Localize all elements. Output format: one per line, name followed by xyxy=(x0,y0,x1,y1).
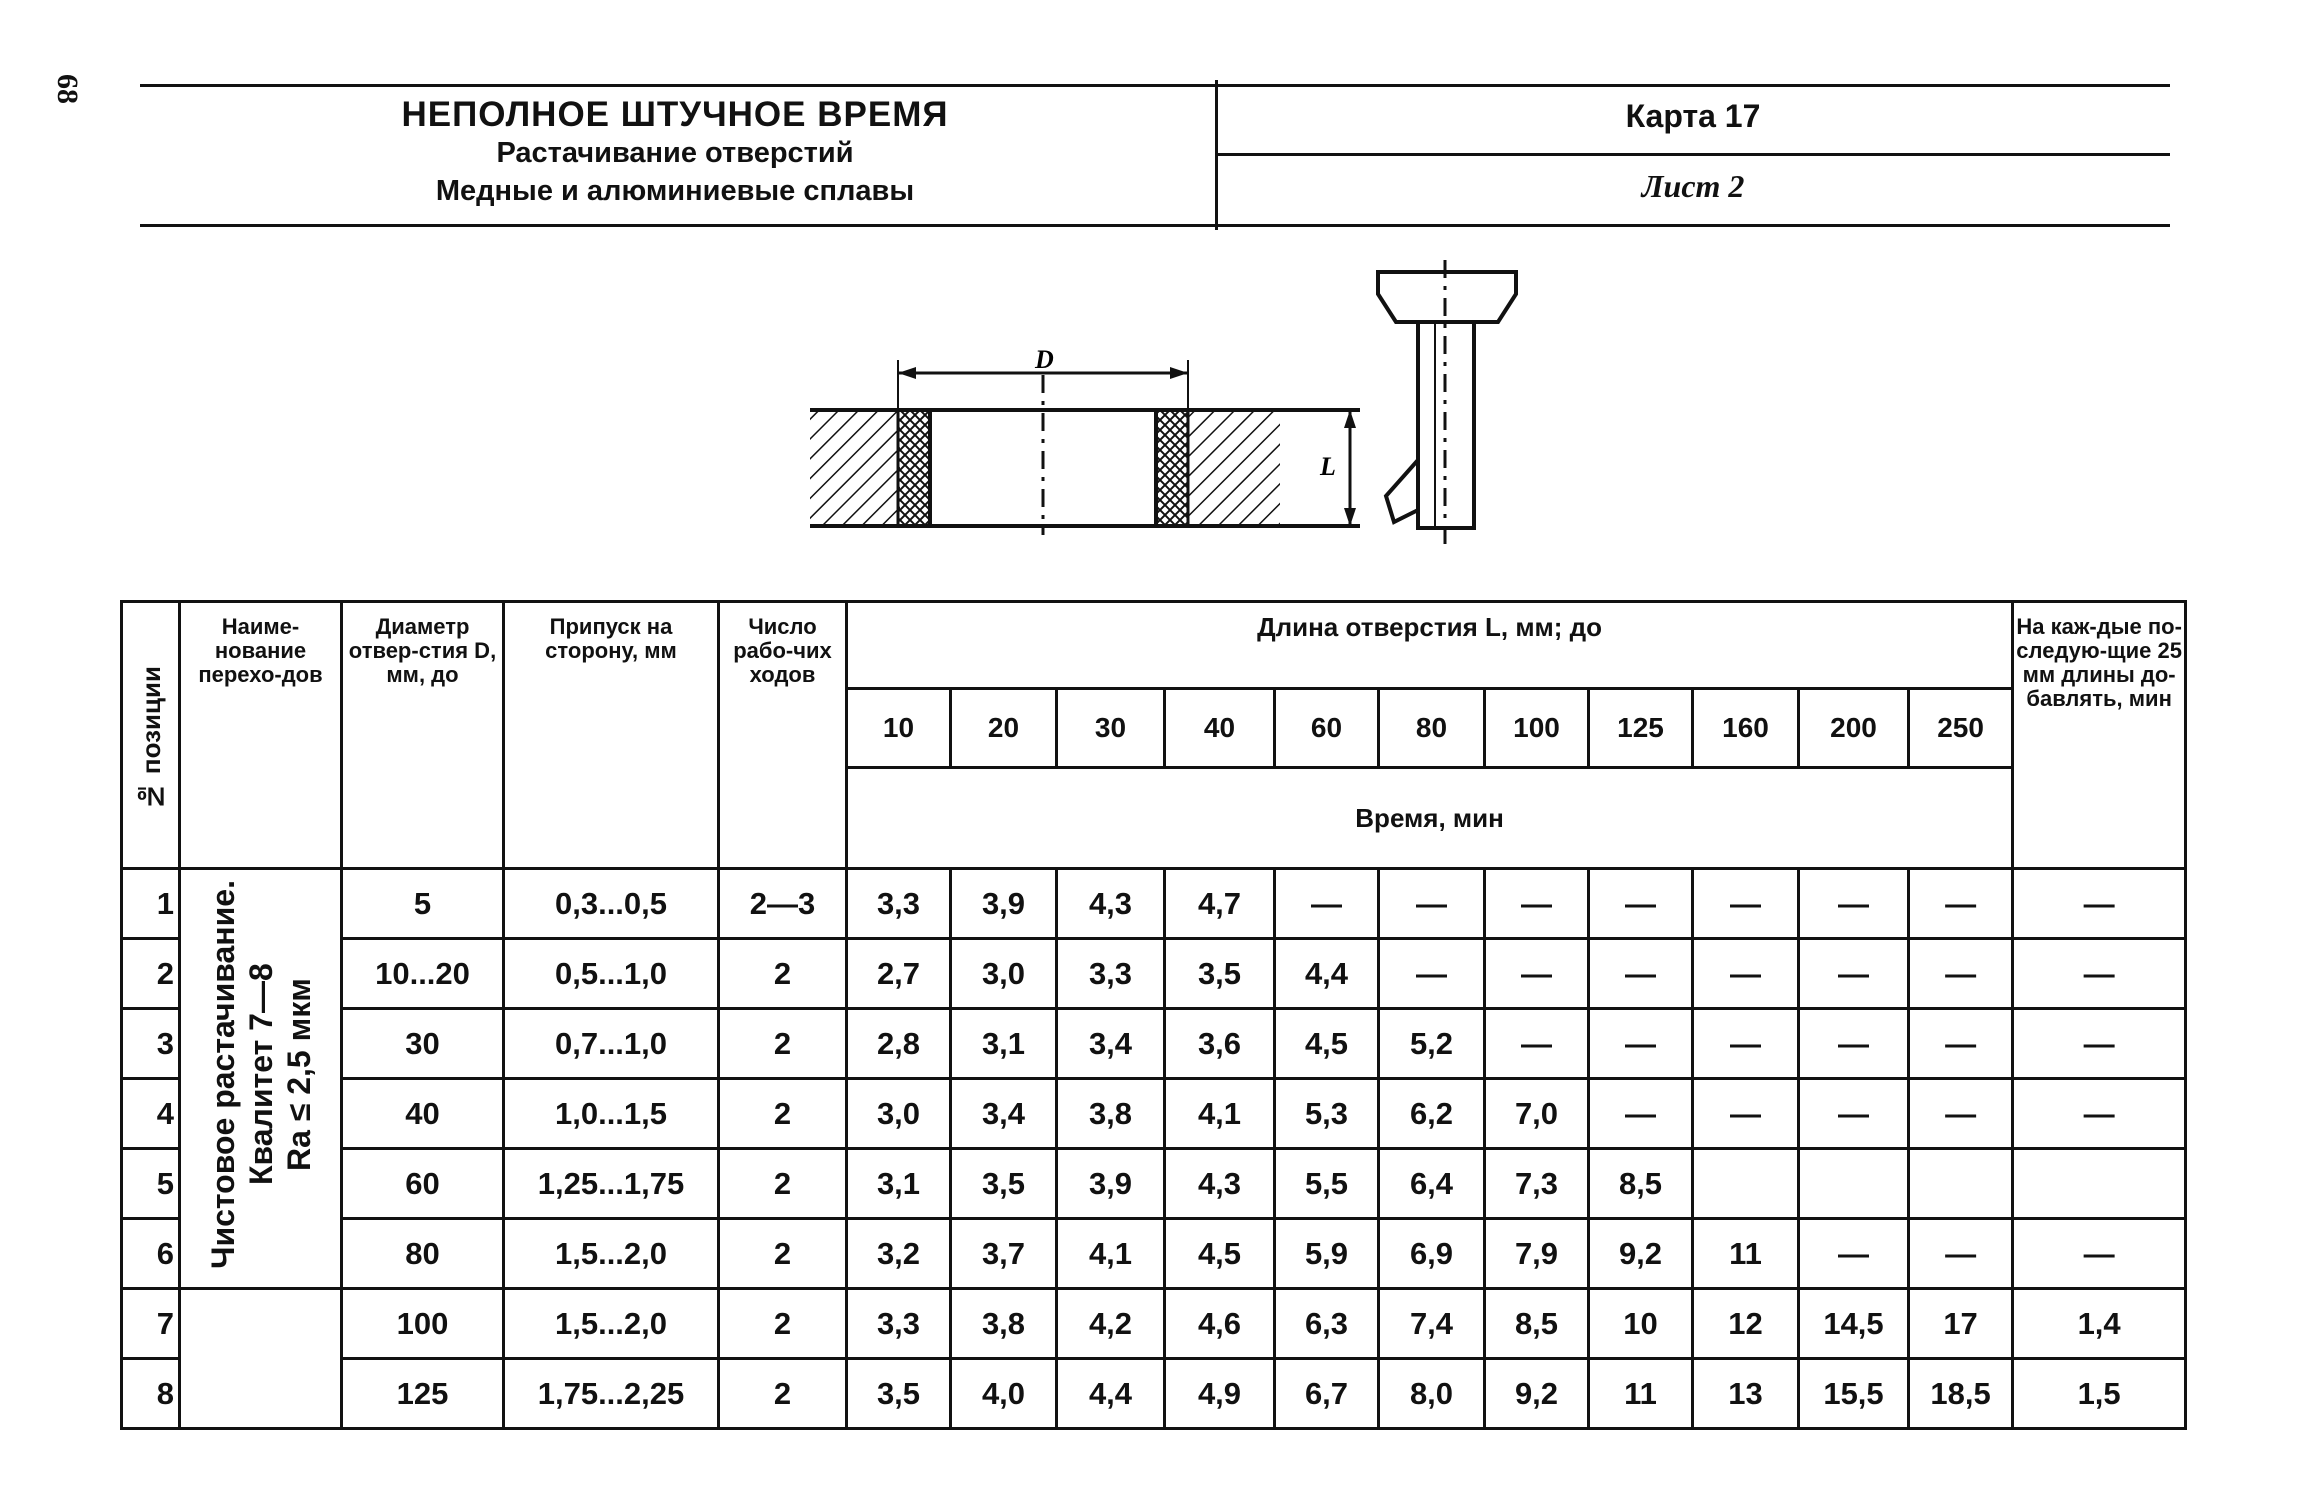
time-cell: 3,0 xyxy=(951,939,1057,1009)
time-cell: 7,0 xyxy=(1485,1079,1589,1149)
time-cell: 3,1 xyxy=(847,1149,951,1219)
time-cell: — xyxy=(1799,939,1909,1009)
length-header-cell: 100 xyxy=(1485,689,1589,768)
time-cell: 3,0 xyxy=(847,1079,951,1149)
col-header-time: Время, мин xyxy=(847,768,2013,869)
allowance-left xyxy=(898,410,930,526)
allowance-cell: 1,5...2,0 xyxy=(504,1289,719,1359)
diameter-cell: 10...20 xyxy=(342,939,504,1009)
col-header-extra: На каж-дые по-следую-щие 25 мм длины до-бавлять, мин xyxy=(2013,602,2186,869)
position-cell: 7 xyxy=(122,1289,180,1359)
time-cell: 4,3 xyxy=(1165,1149,1275,1219)
time-cell: 17 xyxy=(1909,1289,2013,1359)
time-cell: 3,9 xyxy=(951,869,1057,939)
allowance-cell: 1,75...2,25 xyxy=(504,1359,719,1429)
workpiece-left-hatch xyxy=(810,410,900,526)
length-header-cell: 30 xyxy=(1057,689,1165,768)
title-line-3: Медные и алюминиевые сплавы xyxy=(435,175,915,207)
time-cell: 12 xyxy=(1693,1289,1799,1359)
time-cell: 3,2 xyxy=(847,1219,951,1289)
time-cell: — xyxy=(1485,1009,1589,1079)
time-cell: — xyxy=(1799,869,1909,939)
allowance-cell: 0,3...0,5 xyxy=(504,869,719,939)
table-row xyxy=(122,1079,2186,1149)
diameter-cell: 40 xyxy=(342,1079,504,1149)
table-row xyxy=(122,1149,2186,1219)
length-header-cell: 200 xyxy=(1799,689,1909,768)
time-cell: — xyxy=(1589,869,1693,939)
diameter-cell: 100 xyxy=(342,1289,504,1359)
time-cell: 8,5 xyxy=(1589,1149,1693,1219)
label-d: D xyxy=(1035,345,1054,374)
col-header-name: Наиме-нование перехо-дов xyxy=(180,602,342,869)
table-row xyxy=(122,1359,2186,1429)
allowance-cell: 1,5...2,0 xyxy=(504,1219,719,1289)
time-cell: 18,5 xyxy=(1909,1359,2013,1429)
time-cell: 7,4 xyxy=(1379,1289,1485,1359)
time-cell: 4,4 xyxy=(1275,939,1379,1009)
length-header-cell: 160 xyxy=(1693,689,1799,768)
extra-time-cell: — xyxy=(2013,1079,2186,1149)
time-cell: 6,3 xyxy=(1275,1289,1379,1359)
operation-line-3: Ra ≤ 2,5 мкм xyxy=(280,978,317,1171)
time-cell: — xyxy=(1589,939,1693,1009)
header-right-rule xyxy=(1218,153,2170,156)
allowance-cell: 1,0...1,5 xyxy=(504,1079,719,1149)
time-cell: 5,2 xyxy=(1379,1009,1485,1079)
time-cell: — xyxy=(1275,869,1379,939)
time-cell: 4,1 xyxy=(1057,1219,1165,1289)
time-cell: 6,2 xyxy=(1379,1079,1485,1149)
position-cell: 5 xyxy=(122,1149,180,1219)
time-cell: 9,2 xyxy=(1485,1359,1589,1429)
time-cell: 7,9 xyxy=(1485,1219,1589,1289)
position-cell: 3 xyxy=(122,1009,180,1079)
time-cell: 3,1 xyxy=(951,1009,1057,1079)
position-cell: 4 xyxy=(122,1079,180,1149)
header-bottom-rule xyxy=(140,224,2170,227)
label-l: L xyxy=(1320,452,1336,481)
operation-name-empty-cell xyxy=(180,1289,342,1429)
time-cell: — xyxy=(1909,869,2013,939)
time-cell: — xyxy=(1693,939,1799,1009)
position-cell: 8 xyxy=(122,1359,180,1429)
time-cell: — xyxy=(1693,1079,1799,1149)
time-cell: 8,0 xyxy=(1379,1359,1485,1429)
allowance-cell: 0,7...1,0 xyxy=(504,1009,719,1079)
sheet-number: Лист 2 xyxy=(1641,168,1745,204)
table-row xyxy=(122,1289,2186,1359)
time-cell: 3,5 xyxy=(1165,939,1275,1009)
time-cell: 3,3 xyxy=(1057,939,1165,1009)
passes-cell: 2 xyxy=(719,1289,847,1359)
table-row xyxy=(122,1009,2186,1079)
hole-boring-drawing xyxy=(790,260,1550,560)
col-header-position: № позиции xyxy=(122,602,180,869)
time-cell: 3,5 xyxy=(847,1359,951,1429)
time-cell: 9,2 xyxy=(1589,1219,1693,1289)
length-header-cell: 40 xyxy=(1165,689,1275,768)
col-header-diameter: Диаметр отвер-стия D, мм, до xyxy=(342,602,504,869)
time-cell: — xyxy=(1589,1009,1693,1079)
boring-tool xyxy=(1378,260,1516,550)
time-cell: — xyxy=(1693,1009,1799,1079)
extra-time-cell: — xyxy=(2013,1219,2186,1289)
time-cell: — xyxy=(1799,1079,1909,1149)
time-cell: 6,7 xyxy=(1275,1359,1379,1429)
time-cell: — xyxy=(1909,1079,2013,1149)
time-cell xyxy=(1799,1149,1909,1219)
length-header-cell: 20 xyxy=(951,689,1057,768)
time-cell: 3,4 xyxy=(1057,1009,1165,1079)
time-cell: 4,1 xyxy=(1165,1079,1275,1149)
time-cell: 4,2 xyxy=(1057,1289,1165,1359)
time-cell: — xyxy=(1485,869,1589,939)
time-cell: — xyxy=(1379,939,1485,1009)
header-row-1 xyxy=(122,602,2186,689)
time-cell: 3,8 xyxy=(1057,1079,1165,1149)
passes-cell: 2 xyxy=(719,1359,847,1429)
time-norms-table xyxy=(120,600,2187,1430)
operation-name-cell xyxy=(180,869,342,1289)
table-body xyxy=(122,869,2186,1429)
time-cell: 11 xyxy=(1589,1359,1693,1429)
time-cell: — xyxy=(1799,1009,1909,1079)
time-cell: 6,4 xyxy=(1379,1149,1485,1219)
col-header-allowance: Припуск на сторону, мм xyxy=(504,602,719,869)
time-cell: 3,5 xyxy=(951,1149,1057,1219)
passes-cell: 2 xyxy=(719,1149,847,1219)
time-cell: — xyxy=(1799,1219,1909,1289)
time-cell: — xyxy=(1909,939,2013,1009)
diameter-cell: 80 xyxy=(342,1219,504,1289)
time-cell: 10 xyxy=(1589,1289,1693,1359)
passes-cell: 2 xyxy=(719,1009,847,1079)
extra-time-cell: — xyxy=(2013,1009,2186,1079)
operation-line-2: Квалитет 7—8 xyxy=(242,963,279,1186)
table-row xyxy=(122,869,2186,939)
passes-cell: 2 xyxy=(719,1219,847,1289)
time-cell: 3,8 xyxy=(951,1289,1057,1359)
allowance-cell: 1,25...1,75 xyxy=(504,1149,719,1219)
time-cell: — xyxy=(1379,869,1485,939)
length-header-cell: 250 xyxy=(1909,689,2013,768)
time-cell: 4,9 xyxy=(1165,1359,1275,1429)
time-cell xyxy=(1693,1149,1799,1219)
time-cell: 4,5 xyxy=(1275,1009,1379,1079)
time-cell: 6,9 xyxy=(1379,1219,1485,1289)
time-cell: 2,8 xyxy=(847,1009,951,1079)
time-cell: 4,4 xyxy=(1057,1359,1165,1429)
time-cell: — xyxy=(1485,939,1589,1009)
time-cell: 3,9 xyxy=(1057,1149,1165,1219)
time-cell: 13 xyxy=(1693,1359,1799,1429)
diameter-cell: 60 xyxy=(342,1149,504,1219)
extra-time-cell xyxy=(2013,1149,2186,1219)
header-title xyxy=(140,96,1210,210)
page-number: 68 xyxy=(51,74,84,104)
extra-time-cell: — xyxy=(2013,939,2186,1009)
time-cell: 4,5 xyxy=(1165,1219,1275,1289)
time-cell: 15,5 xyxy=(1799,1359,1909,1429)
table-row xyxy=(122,939,2186,1009)
position-cell: 1 xyxy=(122,869,180,939)
passes-cell: 2 xyxy=(719,939,847,1009)
time-cell: 4,7 xyxy=(1165,869,1275,939)
time-cell: 4,6 xyxy=(1165,1289,1275,1359)
time-cell: — xyxy=(1693,869,1799,939)
time-cell: 3,4 xyxy=(951,1079,1057,1149)
operation-line-1: Чистовое растачивание. xyxy=(204,879,241,1270)
time-cell: 3,6 xyxy=(1165,1009,1275,1079)
time-cell: 14,5 xyxy=(1799,1289,1909,1359)
card-number: Карта 17 xyxy=(1625,98,1761,134)
time-cell: 4,0 xyxy=(951,1359,1057,1429)
passes-cell: 2—3 xyxy=(719,869,847,939)
time-cell: 5,5 xyxy=(1275,1149,1379,1219)
time-cell: 8,5 xyxy=(1485,1289,1589,1359)
time-cell: 4,3 xyxy=(1057,869,1165,939)
table-row xyxy=(122,1219,2186,1289)
workpiece-right-hatch xyxy=(1188,410,1280,526)
time-cell: 3,3 xyxy=(847,1289,951,1359)
time-cell: 11 xyxy=(1693,1219,1799,1289)
position-cell: 2 xyxy=(122,939,180,1009)
time-cell: 7,3 xyxy=(1485,1149,1589,1219)
title-line-2: Растачивание отверстий xyxy=(496,137,854,169)
diameter-cell: 125 xyxy=(342,1359,504,1429)
extra-time-cell: 1,4 xyxy=(2013,1289,2186,1359)
length-header-cell: 80 xyxy=(1379,689,1485,768)
time-cell: — xyxy=(1589,1079,1693,1149)
extra-time-cell: 1,5 xyxy=(2013,1359,2186,1429)
title-line-1: НЕПОЛНОЕ ШТУЧНОЕ ВРЕМЯ xyxy=(401,95,949,134)
time-cell: — xyxy=(1909,1009,2013,1079)
time-cell: 5,9 xyxy=(1275,1219,1379,1289)
allowance-cell: 0,5...1,0 xyxy=(504,939,719,1009)
diameter-cell: 5 xyxy=(342,869,504,939)
diameter-cell: 30 xyxy=(342,1009,504,1079)
time-cell: — xyxy=(1909,1219,2013,1289)
length-header-cell: 10 xyxy=(847,689,951,768)
length-header-cell: 125 xyxy=(1589,689,1693,768)
header-top-rule xyxy=(140,84,2170,87)
position-cell: 6 xyxy=(122,1219,180,1289)
allowance-right xyxy=(1156,410,1188,526)
time-cell: 3,3 xyxy=(847,869,951,939)
col-header-passes: Число рабо-чих ходов xyxy=(719,602,847,869)
time-cell: 5,3 xyxy=(1275,1079,1379,1149)
extra-time-cell: — xyxy=(2013,869,2186,939)
time-cell: 3,7 xyxy=(951,1219,1057,1289)
time-cell xyxy=(1909,1149,2013,1219)
col-header-length: Длина отверстия L, мм; до xyxy=(847,602,2013,689)
length-header-cell: 60 xyxy=(1275,689,1379,768)
passes-cell: 2 xyxy=(719,1079,847,1149)
time-cell: 2,7 xyxy=(847,939,951,1009)
